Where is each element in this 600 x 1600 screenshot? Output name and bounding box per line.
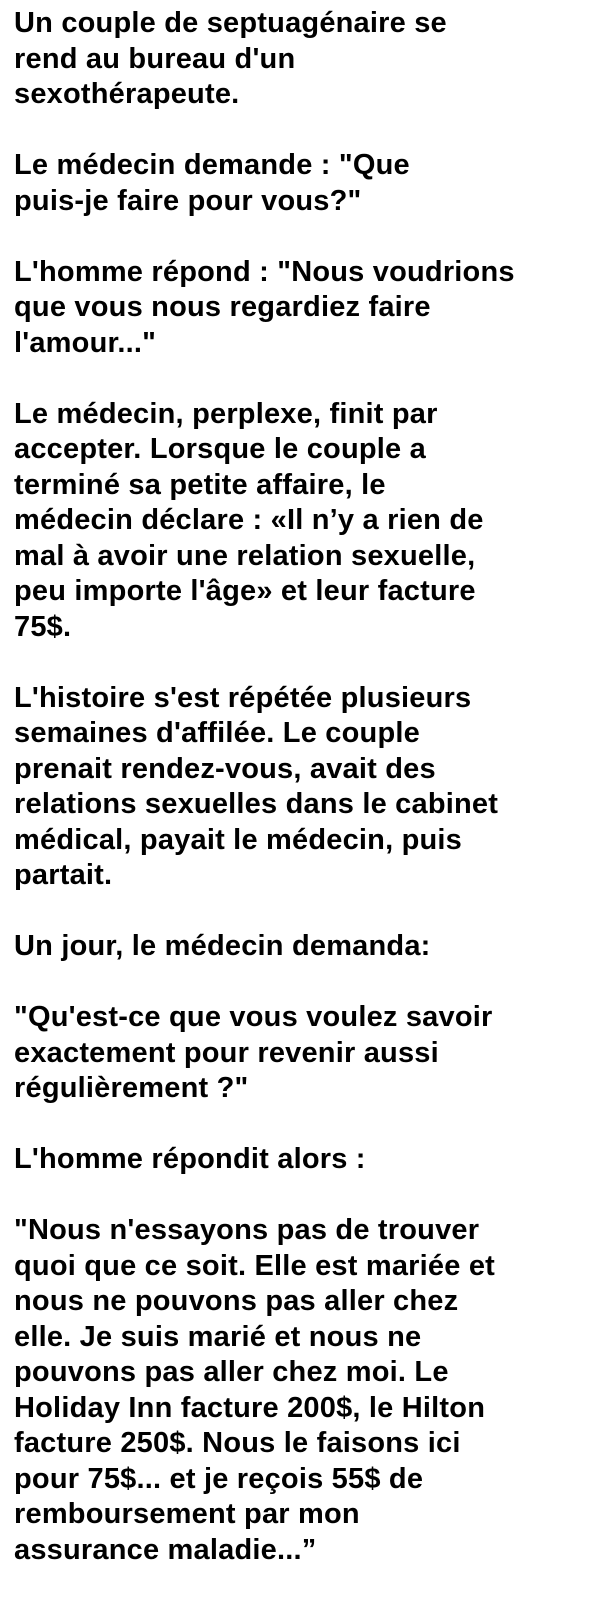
text-line: facture 250$. Nous le faisons ici <box>14 1427 461 1459</box>
paragraph-doctor-accepts <box>14 397 586 646</box>
text-line: médecin déclare : «Il n’y a rien de <box>14 504 484 536</box>
text-line: puis-je faire pour vous?" <box>14 184 362 217</box>
text-line: L'homme répond : "Nous voudrions <box>14 255 515 288</box>
text-line: accepter. Lorsque le couple a <box>14 433 426 465</box>
text-line: Un jour, le médecin demanda: <box>14 930 431 962</box>
text-line: l'amour..." <box>14 326 157 359</box>
paragraph-gap <box>14 1178 586 1214</box>
text-line: L'homme répondit alors : <box>14 1143 366 1175</box>
text-line: semaines d'affilée. Le couple <box>14 717 420 749</box>
text-line: rend au bureau d'un <box>14 42 296 75</box>
text-line: que vous nous regardiez faire <box>14 291 431 323</box>
paragraph-gap <box>14 1107 586 1143</box>
paragraph-intro <box>14 6 586 113</box>
text-line: prenait rendez-vous, avait des <box>14 752 436 785</box>
text-line: Le médecin, perplexe, finit par <box>14 397 438 430</box>
text-line: elle. Je suis marié et nous ne <box>14 1320 422 1353</box>
paragraph-man-replies <box>14 1142 586 1178</box>
text-line: mal à avoir une relation sexuelle, <box>14 539 476 572</box>
paragraph-gap <box>14 113 586 149</box>
paragraph-gap <box>14 894 586 930</box>
text-line: régulièrement ?" <box>14 1072 249 1104</box>
text-line: Holiday Inn facture 200$, le Hilton <box>14 1391 486 1424</box>
paragraph-man-answer <box>14 255 586 362</box>
text-line: Un couple de septuagénaire se <box>14 7 447 39</box>
text-line: remboursement par mon <box>14 1498 360 1530</box>
paragraph-one-day <box>14 929 586 965</box>
text-line: nous ne pouvons pas aller chez <box>14 1285 459 1317</box>
text-line: quoi que ce soit. Elle est mariée et <box>14 1249 496 1282</box>
text-line: Le médecin demande : "Que <box>14 149 410 181</box>
text-line: "Nous n'essayons pas de trouver <box>14 1214 480 1246</box>
paragraph-doctor-asks <box>14 1000 586 1107</box>
text-line: sexothérapeute. <box>14 78 240 110</box>
paragraph-gap <box>14 965 586 1001</box>
text-line: relations sexuelles dans le cabinet <box>14 788 499 820</box>
paragraph-gap <box>14 645 586 681</box>
text-line: "Qu'est-ce que vous voulez savoir <box>14 1001 493 1033</box>
text-line: pouvons pas aller chez moi. Le <box>14 1356 449 1388</box>
paragraph-repeated-visits <box>14 681 586 894</box>
text-line: partait. <box>14 859 113 891</box>
paragraph-punchline <box>14 1213 586 1568</box>
text-line: assurance maladie...” <box>14 1533 317 1566</box>
text-line: exactement pour revenir aussi <box>14 1036 439 1069</box>
text-line: pour 75$... et je reçois 55$ de <box>14 1462 424 1495</box>
paragraph-gap <box>14 361 586 397</box>
paragraph-gap <box>14 219 586 255</box>
text-line: L'histoire s'est répétée plusieurs <box>14 681 472 714</box>
text-line: 75$. <box>14 610 72 643</box>
text-line: terminé sa petite affaire, le <box>14 468 386 501</box>
paragraph-doctor-question <box>14 148 586 219</box>
text-line: médical, payait le médecin, puis <box>14 823 463 856</box>
text-line: peu importe l'âge» et leur facture <box>14 575 476 607</box>
